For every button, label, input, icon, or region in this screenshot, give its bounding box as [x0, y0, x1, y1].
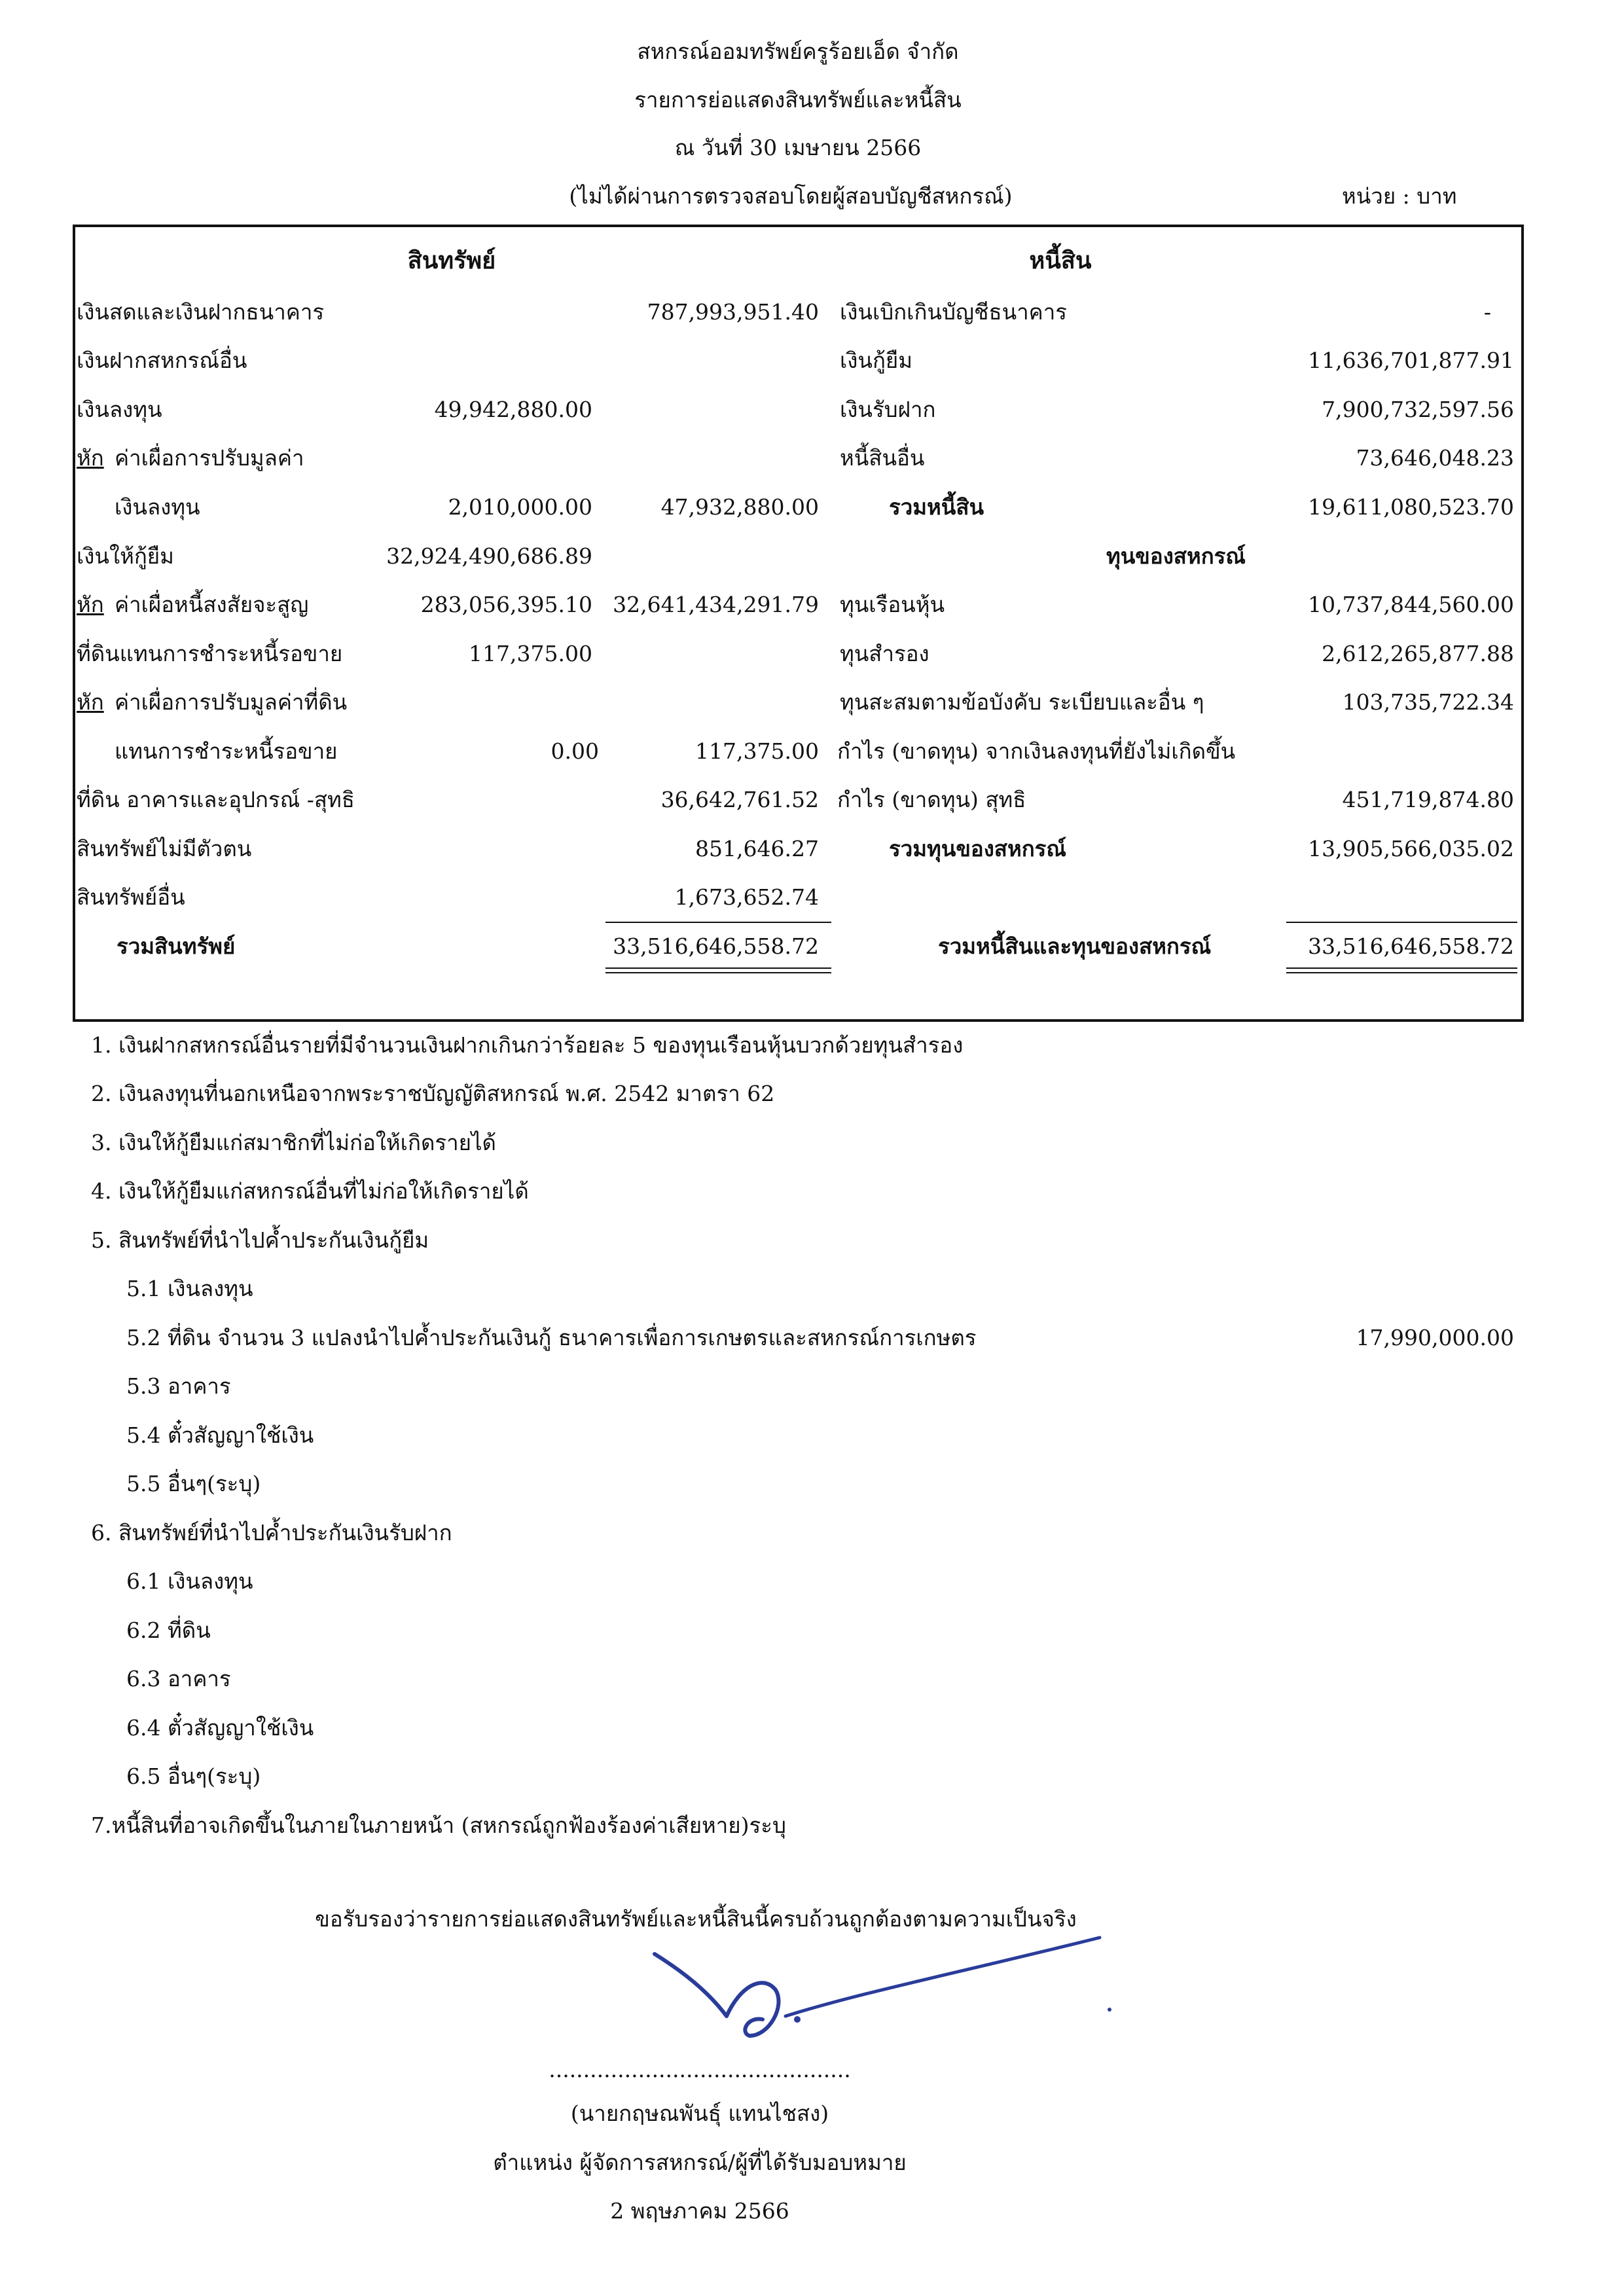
equity-label: ทุนเรือนหุ้น — [840, 592, 945, 617]
audit-note: (ไม่ได้ผ่านการตรวจสอบโดยผู้สอบบัญชีสหกรณ์) — [569, 183, 1013, 209]
liability-value: 73,646,048.23 — [1356, 445, 1514, 471]
report-date: ณ วันที่ 30 เมษายน 2566 — [674, 135, 922, 160]
signature-dotted-line: ............................................ — [549, 2057, 851, 2082]
liability-label: เงินเบิกเกินบัญชีธนาคาร — [840, 299, 1067, 325]
grand-total-label: รวมหนี้สินและทุนของสหกรณ์ — [938, 933, 1212, 959]
less-prefix: หัก — [77, 445, 104, 471]
total-liabilities-label: รวมหนี้สิน — [889, 494, 984, 520]
asset-label: ที่ดิน อาคารและอุปกรณ์ -สุทธิ — [77, 787, 355, 812]
asset-gross-value: 0.00 — [550, 738, 599, 764]
asset-gross-value: 2,010,000.00 — [448, 494, 592, 520]
note-subitem: 5.1 เงินลงทุน — [126, 1276, 253, 1301]
signer-position: ตำแหน่ง ผู้จัดการสหกรณ์/ผู้ที่ได้รับมอบหมาย — [493, 2150, 907, 2175]
less-prefix: หัก — [77, 689, 104, 715]
note-subitem: 6.3 อาคาร — [126, 1666, 231, 1691]
asset-net-value: 117,375.00 — [695, 738, 819, 764]
asset-net-value: 851,646.27 — [695, 836, 819, 861]
total-equity-value: 13,905,566,035.02 — [1308, 836, 1514, 861]
org-name: สหกรณ์ออมทรัพย์ครูร้อยเอ็ด จำกัด — [637, 39, 959, 64]
grand-total-value: 33,516,646,558.72 — [1308, 933, 1514, 959]
subtotal-rule — [605, 922, 831, 923]
asset-net-value: 1,673,652.74 — [674, 884, 819, 910]
unit-label: หน่วย : บาท — [1342, 183, 1457, 209]
note-item: 3. เงินให้กู้ยืมแก่สมาชิกที่ไม่ก่อให้เกิดรายได้ — [91, 1130, 496, 1155]
double-rule-top — [605, 967, 831, 969]
double-rule-top — [1286, 967, 1517, 969]
total-assets-label: รวมสินทรัพย์ — [117, 933, 236, 959]
asset-label: เงินสดและเงินฝากธนาคาร — [77, 299, 325, 325]
double-rule-bottom — [1286, 972, 1517, 973]
note-subitem: 5.2 ที่ดิน จำนวน 3 แปลงนำไปค้ำประกันเงินกู้ ธนาคารเพื่อการเกษตรและสหกรณ์การเกษตร — [126, 1325, 977, 1350]
asset-gross-value: 283,056,395.10 — [420, 592, 592, 617]
asset-label: ค่าเผื่อหนี้สงสัยจะสูญ — [115, 592, 309, 617]
asset-label: แทนการชำระหนี้รอขาย — [115, 738, 338, 764]
equity-value: 103,735,722.34 — [1342, 689, 1514, 715]
note-item: 4. เงินให้กู้ยืมแก่สหกรณ์อื่นที่ไม่ก่อให้เกิดรายได้ — [91, 1178, 529, 1204]
liability-label: เงินกู้ยืม — [840, 348, 913, 373]
note-subitem: 6.5 อื่นๆ(ระบุ) — [126, 1763, 261, 1789]
equity-value: 2,612,265,877.88 — [1322, 641, 1514, 666]
equity-label: ทุนสะสมตามข้อบังคับ ระเบียบและอื่น ๆ — [840, 689, 1204, 715]
asset-net-value: 36,642,761.52 — [660, 787, 819, 812]
asset-label: ที่ดินแทนการชำระหนี้รอขาย — [77, 641, 343, 666]
equity-value: 451,719,874.80 — [1342, 787, 1514, 812]
asset-label: สินทรัพย์อื่น — [77, 884, 185, 910]
note-subitem: 5.3 อาคาร — [126, 1373, 231, 1399]
note-subitem: 5.4 ตั๋วสัญญาใช้เงิน — [126, 1422, 314, 1448]
total-assets-value: 33,516,646,558.72 — [613, 933, 819, 959]
less-prefix: หัก — [77, 592, 104, 617]
equity-value: 10,737,844,560.00 — [1308, 592, 1514, 617]
note-subitem: 6.2 ที่ดิน — [126, 1617, 211, 1643]
equity-label: กำไร (ขาดทุน) สุทธิ — [837, 787, 1026, 812]
subtotal-rule — [1286, 922, 1517, 923]
asset-net-value: 32,641,434,291.79 — [613, 592, 819, 617]
report-title: รายการย่อแสดงสินทรัพย์และหนี้สิน — [634, 87, 962, 113]
total-liabilities-value: 19,611,080,523.70 — [1308, 494, 1514, 520]
note-item: 1. เงินฝากสหกรณ์อื่นรายที่มีจำนวนเงินฝากเกินกว่าร้อยละ 5 ของทุนเรือนหุ้นบวกด้วยทุนสำรอง — [91, 1032, 964, 1058]
note-item: 7.หนี้สินที่อาจเกิดขึ้นในภายในภายหน้า (สหกรณ์ถูกฟ้องร้องค่าเสียหาย)ระบุ — [91, 1813, 786, 1838]
certification-statement: ขอรับรองว่ารายการย่อแสดงสินทรัพย์และหนี้สินนี้ครบถ้วนถูกต้องตามความเป็นจริง — [315, 1906, 1077, 1932]
signed-date: 2 พฤษภาคม 2566 — [610, 2198, 789, 2224]
asset-label: เงินให้กู้ยืม — [77, 543, 174, 569]
note-item: 6. สินทรัพย์ที่นำไปค้ำประกันเงินรับฝาก — [91, 1520, 452, 1545]
liability-value: 11,636,701,877.91 — [1308, 348, 1514, 373]
asset-gross-value: 32,924,490,686.89 — [386, 543, 592, 569]
equity-label: กำไร (ขาดทุน) จากเงินลงทุนที่ยังไม่เกิดขึ้น — [837, 738, 1236, 764]
note-item: 2. เงินลงทุนที่นอกเหนือจากพระราชบัญญัติสหกรณ์ พ.ศ. 2542 มาตรา 62 — [91, 1081, 775, 1106]
note-value: 17,990,000.00 — [1356, 1325, 1514, 1350]
liability-label: เงินรับฝาก — [840, 397, 936, 422]
liability-label: หนี้สินอื่น — [840, 445, 925, 471]
equity-label: ทุนสำรอง — [840, 641, 929, 666]
asset-label: ค่าเผื่อการปรับมูลค่าที่ดิน — [115, 689, 348, 715]
note-item: 5. สินทรัพย์ที่นำไปค้ำประกันเงินกู้ยืม — [91, 1227, 429, 1253]
equity-heading: ทุนของสหกรณ์ — [1106, 543, 1246, 569]
liability-value: - — [1483, 299, 1491, 325]
asset-net-value: 47,932,880.00 — [660, 494, 819, 520]
asset-label: เงินฝากสหกรณ์อื่น — [77, 348, 247, 373]
asset-label: สินทรัพย์ไม่มีตัวตน — [77, 836, 252, 861]
asset-label: เงินลงทุน — [77, 397, 162, 422]
note-subitem: 6.1 เงินลงทุน — [126, 1568, 253, 1594]
asset-gross-value: 49,942,880.00 — [434, 397, 592, 422]
note-subitem: 6.4 ตั๋วสัญญาใช้เงิน — [126, 1715, 314, 1741]
signer-name: (นายกฤษณพันธุ์ แทนไชสง) — [570, 2101, 829, 2126]
asset-label: เงินลงทุน — [115, 494, 200, 520]
double-rule-bottom — [605, 972, 831, 973]
note-subitem: 5.5 อื่นๆ(ระบุ) — [126, 1471, 261, 1496]
asset-label: ค่าเผื่อการปรับมูลค่า — [115, 445, 304, 471]
signature-icon — [641, 1911, 1126, 2062]
assets-heading: สินทรัพย์ — [407, 247, 496, 274]
liability-value: 7,900,732,597.56 — [1322, 397, 1514, 422]
asset-gross-value: 117,375.00 — [469, 641, 592, 666]
total-equity-label: รวมทุนของสหกรณ์ — [889, 836, 1067, 861]
liabilities-heading: หนี้สิน — [1029, 247, 1092, 274]
asset-net-value: 787,993,951.40 — [647, 299, 819, 325]
